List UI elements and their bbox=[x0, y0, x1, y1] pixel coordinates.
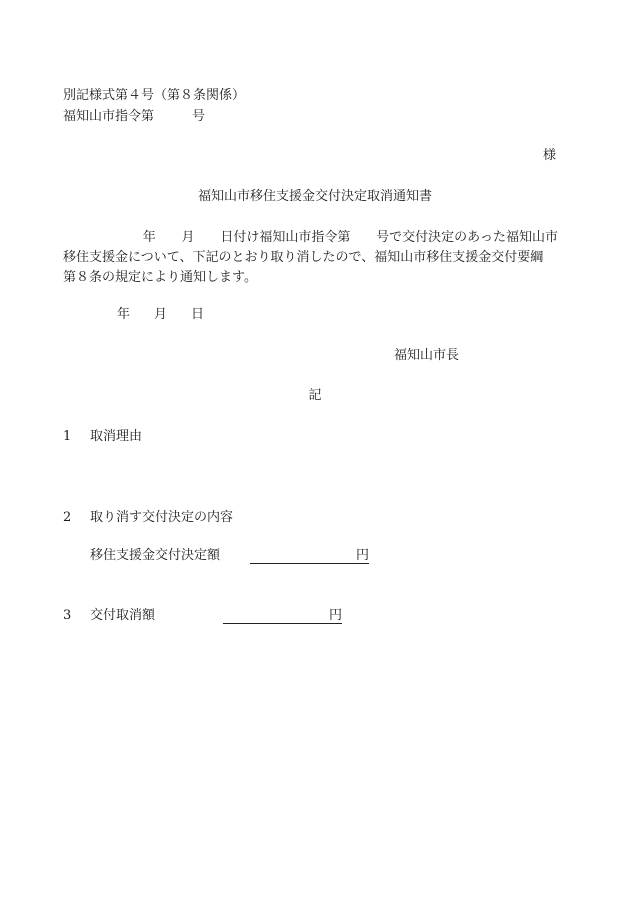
item-number: 1 bbox=[63, 429, 72, 444]
issue-date bbox=[117, 308, 228, 321]
body-month: 月 bbox=[181, 230, 195, 245]
item-cancelled-decision bbox=[63, 511, 233, 524]
ki-heading: 記 bbox=[308, 388, 322, 403]
recipient-honorific: 様 bbox=[543, 148, 557, 163]
notice-body bbox=[63, 228, 558, 288]
body-decision: 号で交付決定のあった福知山市 bbox=[376, 230, 558, 245]
item-number: 2 bbox=[63, 510, 72, 525]
document-number-suffix: 号 bbox=[192, 109, 206, 124]
decision-amount-label: 移住支援金交付決定額 bbox=[90, 548, 221, 563]
item-label: 交付取消額 bbox=[90, 608, 156, 623]
issuer-name: 福知山市長 bbox=[394, 348, 460, 363]
item-label: 取消理由 bbox=[90, 429, 143, 444]
form-label: 別記様式第４号（第８条関係） bbox=[63, 88, 246, 103]
date-year: 年 bbox=[117, 307, 131, 322]
item-number: 3 bbox=[63, 608, 72, 623]
decision-amount-line bbox=[90, 549, 369, 564]
body-year: 年 bbox=[142, 230, 156, 245]
date-month: 月 bbox=[154, 307, 168, 322]
document-number-prefix: 福知山市指令第 bbox=[63, 109, 155, 124]
item-cancellation-reason bbox=[63, 430, 142, 443]
body-line-1 bbox=[63, 228, 558, 248]
cancelled-amount-field: 円 bbox=[223, 609, 342, 624]
blank bbox=[63, 228, 117, 248]
item-label: 取り消す交付決定の内容 bbox=[90, 510, 234, 525]
body-line-2: 移住支援金について、下記のとおり取り消したので、福知山市移住支援金交付要綱 bbox=[63, 250, 544, 265]
body-line-3: 第８条の規定により通知します。 bbox=[63, 270, 257, 285]
document-title: 福知山市移住支援金交付決定取消通知書 bbox=[197, 189, 432, 204]
document-number bbox=[63, 110, 205, 123]
date-day: 日 bbox=[191, 307, 205, 322]
decision-amount-field: 円 bbox=[250, 549, 369, 564]
body-date-ref: 日付け福知山市指令第 bbox=[220, 230, 351, 245]
item-cancelled-amount bbox=[63, 609, 342, 624]
